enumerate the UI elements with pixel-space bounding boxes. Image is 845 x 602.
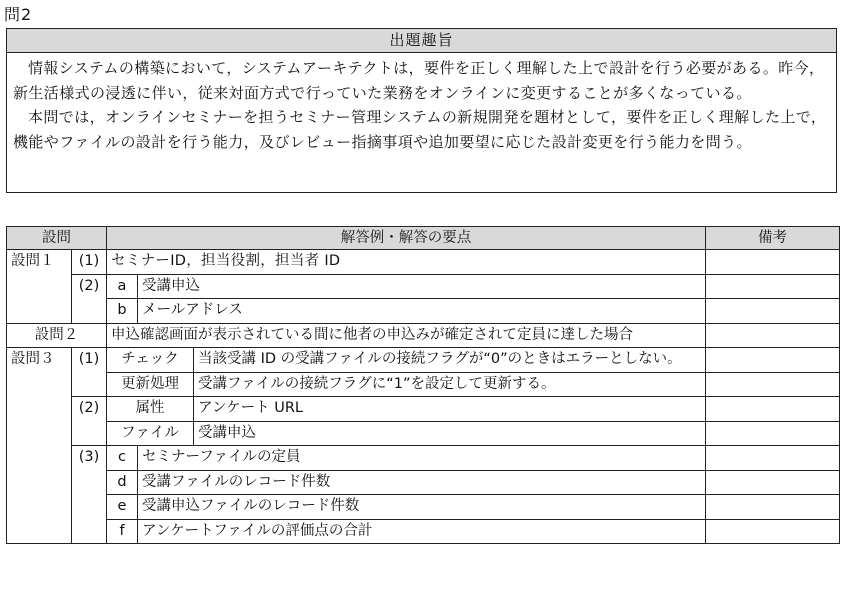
q3-p3-d-answer: 受講ファイルのレコード件数 (138, 470, 706, 495)
intent-paragraph: 本問では，オンラインセミナーを担うセミナー管理システムの新規開発を題材として，要件を正しく理解した上で，機能やファイルの設計を行う能力，及びレビュー指摘事項や追加要望に応じた設計変更を行う能力を問う。 (13, 108, 827, 151)
q3-p3-f-key: f (107, 519, 138, 544)
intent-body (7, 53, 836, 154)
q3-label: 設問３ (7, 348, 72, 544)
table-row (7, 495, 840, 520)
note-cell (706, 323, 840, 348)
header-question: 設問 (7, 227, 107, 250)
q3-p3-num: (3) (72, 446, 107, 544)
table-row (7, 470, 840, 495)
q3-p3-d-key: d (107, 470, 138, 495)
note-cell (706, 470, 840, 495)
note-cell (706, 250, 840, 275)
q1-p1-num: (1) (72, 250, 107, 275)
note-cell (706, 397, 840, 422)
table-row (7, 421, 840, 446)
q3-p2-file-answer: 受講申込 (194, 421, 706, 446)
note-cell (706, 446, 840, 471)
q3-p1-check-answer: 当該受講 ID の受講ファイルの接続フラグが“0”のときはエラーとしない。 (194, 348, 706, 373)
q3-p1-update-label: 更新処理 (107, 372, 194, 397)
q3-p1-num: (1) (72, 348, 107, 397)
q3-p3-c-key: c (107, 446, 138, 471)
note-cell (706, 421, 840, 446)
q1-p2-b-answer: メールアドレス (138, 299, 706, 324)
intent-header: 出題趣旨 (7, 29, 836, 53)
header-row (7, 227, 840, 250)
note-cell (706, 372, 840, 397)
answer-table (6, 226, 840, 544)
note-cell (706, 519, 840, 544)
q3-p3-e-key: e (107, 495, 138, 520)
note-cell (706, 274, 840, 299)
table-row (7, 397, 840, 422)
intent-box (6, 28, 837, 193)
table-row (7, 299, 840, 324)
table-row (7, 519, 840, 544)
q3-p3-f-answer: アンケートファイルの評価点の合計 (138, 519, 706, 544)
note-cell (706, 299, 840, 324)
q2-label: 設問２ (7, 323, 107, 348)
table-row (7, 372, 840, 397)
question-title: 問2 (4, 5, 33, 24)
table-row (7, 323, 840, 348)
q3-p2-file-label: ファイル (107, 421, 194, 446)
q1-p2-a-answer: 受講申込 (138, 274, 706, 299)
table-row (7, 250, 840, 275)
q1-p2-b-key: b (107, 299, 138, 324)
intent-paragraph: 情報システムの構築において，システムアーキテクトは，要件を正しく理解した上で設計を行う必要がある。昨今，新生活様式の浸透に伴い，従来対面方式で行っていた業務をオンラインに変更することが多くなっている。 (13, 59, 825, 102)
q3-p1-update-answer: 受講ファイルの接続フラグに“1”を設定して更新する。 (194, 372, 706, 397)
q3-p1-check-label: チェック (107, 348, 194, 373)
q2-answer: 申込確認画面が表示されている間に他者の申込みが確定されて定員に達した場合 (107, 323, 706, 348)
header-note: 備考 (706, 227, 840, 250)
q3-p3-c-answer: セミナーファイルの定員 (138, 446, 706, 471)
table-row (7, 446, 840, 471)
q3-p2-attr-label: 属性 (107, 397, 194, 422)
note-cell (706, 348, 840, 373)
note-cell (706, 495, 840, 520)
q1-p2-a-key: a (107, 274, 138, 299)
q3-p3-e-answer: 受講申込ファイルのレコード件数 (138, 495, 706, 520)
header-answer: 解答例・解答の要点 (107, 227, 706, 250)
table-row (7, 348, 840, 373)
q3-p2-attr-answer: アンケート URL (194, 397, 706, 422)
q3-p2-num: (2) (72, 397, 107, 446)
table-row (7, 274, 840, 299)
q1-p1-answer: セミナーID，担当役割，担当者 ID (107, 250, 706, 275)
q1-label: 設問１ (7, 250, 72, 324)
q1-p2-num: (2) (72, 274, 107, 323)
